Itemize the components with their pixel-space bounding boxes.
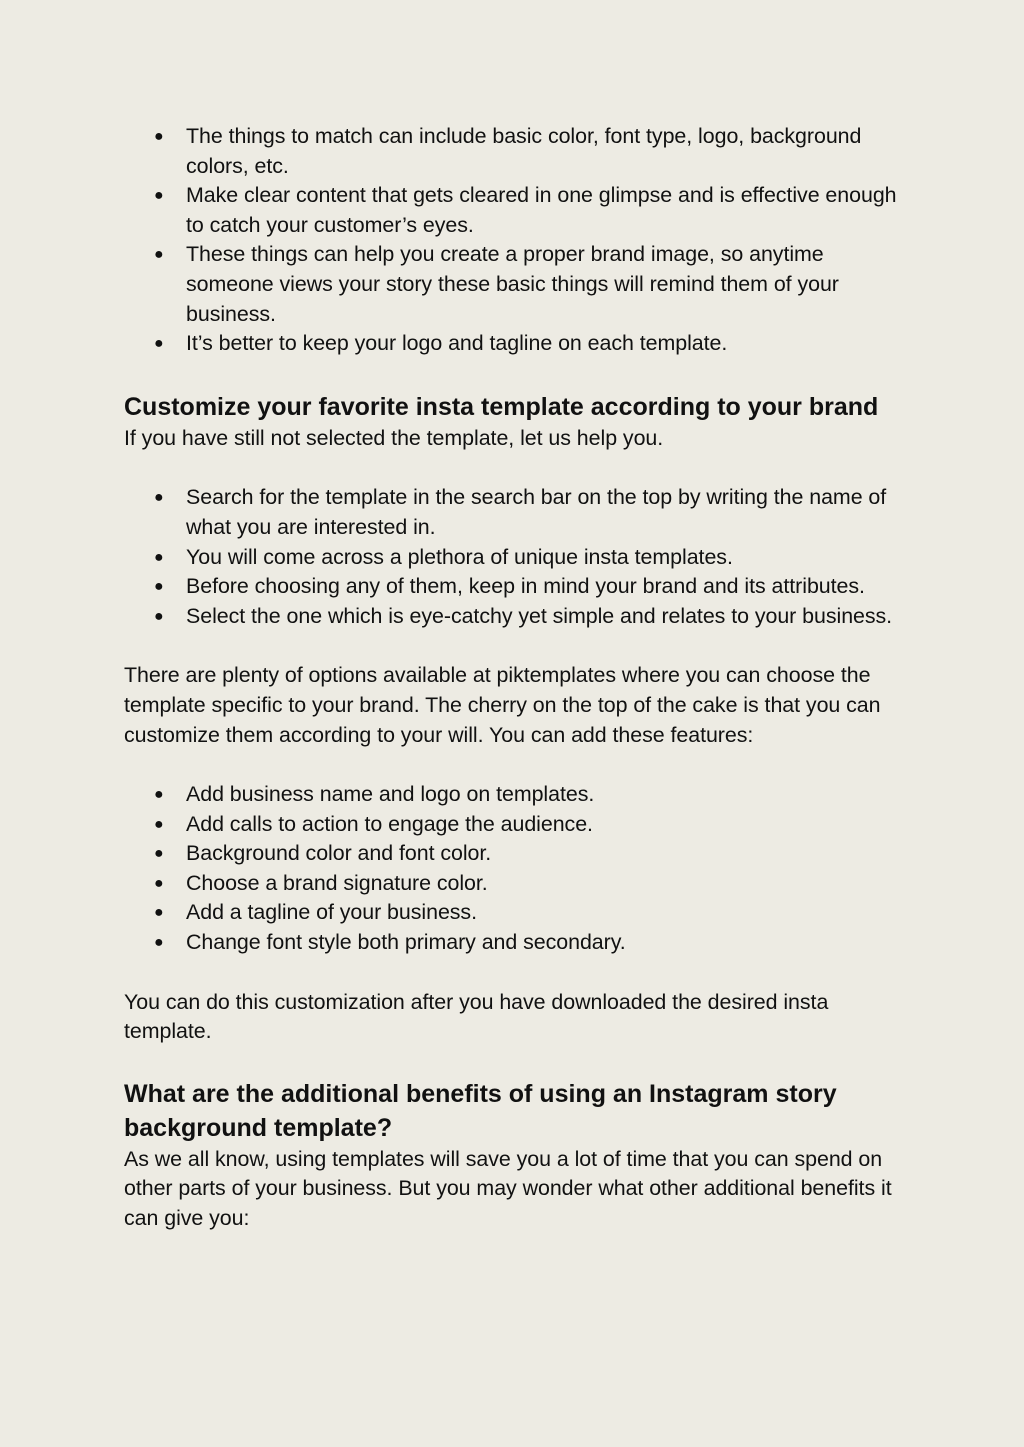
bullet-icon: ● (154, 578, 164, 596)
paragraph-customization: You can do this customization after you have downloaded the desired insta template. (124, 989, 829, 1044)
bullet-icon: ● (154, 845, 164, 863)
bullet-icon: ● (154, 874, 164, 892)
document-page (124, 122, 914, 1234)
section-intro-customize: If you have still not selected the template, let us help you. (124, 425, 664, 450)
bullet-icon: ● (154, 786, 164, 804)
list-item: ● Choose a brand signature color. (186, 869, 914, 899)
list-item: ● Select the one which is eye-catchy yet simple and relates to your business. (186, 602, 914, 632)
list-item: ● It’s better to keep your logo and tagline on each template. (186, 329, 914, 359)
bullet-icon: ● (154, 489, 164, 507)
list-item: ● Add a tagline of your business. (186, 898, 914, 928)
bullet-icon: ● (154, 246, 164, 264)
list-item: ● These things can help you create a proper brand image, so anytime someone views your story these basic things will remind them of your business. (154, 242, 839, 326)
bullet-list-features (124, 780, 914, 958)
bullet-icon: ● (154, 934, 164, 952)
list-item: ● Make clear content that gets cleared in one glimpse and is effective enough to catch your customer’s eyes. (154, 183, 897, 237)
bullet-icon: ● (154, 904, 164, 922)
bullet-list-branding (124, 122, 914, 359)
section-heading-customize: Customize your favorite insta template according to your brand (124, 392, 879, 421)
paragraph-options: There are plenty of options available at piktemplates where you can choose the template specific to your brand. The cherry on the top of the cake is that you can customize them according to your will. You can add these features: (124, 663, 881, 747)
list-item: ● Change font style both primary and secondary. (186, 928, 914, 958)
bullet-icon: ● (154, 335, 164, 353)
section-heading-benefits: What are the additional benefits of using an Instagram story background template? (124, 1079, 837, 1142)
bullet-icon: ● (154, 128, 164, 145)
section-intro-benefits: As we all know, using templates will save you a lot of time that you can spend on other parts of your business. But you may wonder what other additional benefits it can give you: (124, 1146, 892, 1231)
list-item: ● You will come across a plethora of unique insta templates. (186, 543, 914, 573)
list-item: ● Add calls to action to engage the audience. (186, 810, 914, 840)
list-item: ● Before choosing any of them, keep in mind your brand and its attributes. (186, 572, 914, 602)
bullet-icon: ● (154, 607, 164, 625)
bullet-list-selection (124, 483, 914, 631)
list-item: ● Search for the template in the search bar on the top by writing the name of what you are interested in. (154, 485, 887, 539)
bullet-icon: ● (154, 548, 164, 566)
list-item: ● Background color and font color. (186, 839, 914, 869)
list-item: ● The things to match can include basic color, font type, logo, background colors, etc. (154, 124, 862, 178)
bullet-icon: ● (154, 187, 164, 205)
bullet-icon: ● (154, 815, 164, 833)
list-item: ● Add business name and logo on templates. (186, 780, 914, 810)
